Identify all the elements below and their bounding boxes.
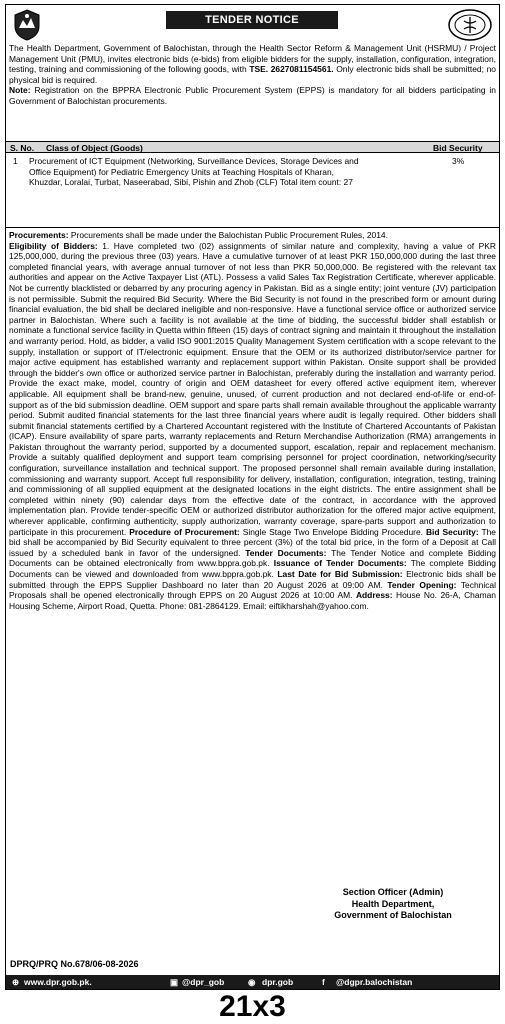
col-object: Class of Object (Goods) bbox=[46, 143, 143, 153]
last-date-label: Last Date for Bid Submission: bbox=[277, 569, 403, 579]
address-label: Address: bbox=[355, 590, 393, 601]
balochistan-govt-logo bbox=[12, 8, 42, 42]
twitter-icon: ▣ bbox=[170, 977, 179, 987]
globe-icon: ⊕ bbox=[12, 977, 20, 987]
procurements-text: Procurements shall be made under the Balochistan Public Procurement Rules, 2014. bbox=[68, 230, 388, 240]
signature-block bbox=[313, 887, 473, 922]
tender-opening-label: Tender Opening: bbox=[387, 579, 457, 590]
health-department-logo bbox=[447, 8, 493, 42]
footer-website[interactable]: www.dpr.gob.pk. bbox=[24, 977, 92, 987]
tse-number: TSE. 2627081154561. bbox=[249, 64, 334, 75]
goods-table bbox=[6, 141, 499, 226]
reference-number: DPRQ/PRQ No.678/06-08-2026 bbox=[10, 959, 139, 969]
intro-paragraph bbox=[6, 43, 499, 107]
procedure-label: Procedure of Procurement: bbox=[129, 526, 240, 537]
tender-documents-text: The Tender Notice and complete Bidding Documents can be obtained electronically from www.bppra.gob.pk. bbox=[9, 547, 496, 569]
signature-title: Section Officer (Admin) bbox=[342, 887, 444, 897]
notice-title: TENDER NOTICE bbox=[166, 11, 338, 29]
col-sno: S. No. bbox=[10, 143, 35, 153]
eligibility-label: Eligibility of Bidders: bbox=[9, 240, 98, 251]
last-date-text: Electronic bids shall be submitted through the EPPS Supplier Dashboard no later than 20 August 2026 at 09:00 AM. bbox=[9, 569, 497, 590]
signature-government: Government of Balochistan bbox=[334, 910, 452, 920]
intro-text-end: Only electronic bids shall be submitted; no physical bid is required. bbox=[9, 64, 496, 85]
signature-department: Health Department, bbox=[351, 898, 435, 909]
footer-bar bbox=[6, 975, 499, 989]
note-text: Registration on the BPPRA Electronic Public Procurement System (EPPS) is mandatory for all bidders participating in Government of Balochistan procurements. bbox=[9, 85, 496, 106]
ad-size-label: 21x3 bbox=[219, 990, 286, 1023]
col-bid-security: Bid Security bbox=[433, 143, 483, 153]
note-label: Note: bbox=[9, 85, 31, 96]
tender-notice-page bbox=[5, 4, 500, 990]
header bbox=[6, 5, 499, 45]
issuance-text: The complete Bidding Documents can be viewed and downloaded from www.bppra.gob.pk. bbox=[9, 558, 496, 579]
tender-documents-label: Tender Documents: bbox=[245, 547, 327, 558]
bid-security-label: Bid Security: bbox=[425, 526, 479, 537]
table-row bbox=[6, 153, 499, 226]
row-sno: 1 bbox=[13, 156, 18, 166]
address-text: House No. 26-A, Chaman Housing Scheme, Airport Road, Quetta. Phone: 081-2864129. Email: eiftikharshah@yahoo.com. bbox=[9, 590, 496, 611]
table-header bbox=[6, 141, 499, 153]
tender-opening-text: Technical Proposals shall be opened electronically through EPPS on 20 August 2026 at 10:00 AM. bbox=[9, 579, 496, 601]
issuance-label: Issuance of Tender Documents: bbox=[273, 558, 407, 569]
facebook-icon: f bbox=[322, 977, 325, 987]
footer-twitter[interactable]: @dpr_gob bbox=[182, 977, 225, 987]
footer-facebook[interactable]: @dgpr.balochistan bbox=[336, 977, 413, 987]
social-icon: ◉ bbox=[248, 977, 256, 987]
bid-security-text: The bid shall be accompanied by Bid Security equivalent to three percent (3%) of the total bid price, in the form of a Deposit at Call issued by a scheduled bank in favor of the undersigned. bbox=[9, 526, 496, 558]
row-object: Procurement of ICT Equipment (Networking, Surveillance Devices, Storage Devices and Office Equipment) for Pediatric Emergency Units at Teaching Hospitals of Kharan, Khuzdar, Loralai, Turbat, Naseerabad, Sibi, Pishin and Zhob (CLF) Total item count: 27 bbox=[29, 156, 359, 188]
footer-social[interactable]: dpr.gob bbox=[262, 977, 294, 987]
intro-text: The Health Department, Government of Balochistan, through the Health Sector Reform & Management Unit (HSRMU) / Project Management Unit (PMU), invites electronic bids (e-bids) from eligible bidders for the supply, installation, configuration, integration, testing, training and commissioning of the following goods, with bbox=[9, 43, 496, 75]
procedure-text: Single Stage Two Envelope Bidding Procedure. bbox=[239, 526, 426, 537]
main-conditions bbox=[6, 227, 499, 611]
procurements-label: Procurements: bbox=[9, 230, 69, 240]
eligibility-text: 1. Have completed two (02) assignments of similar nature and complexity, having a value of PKR 125,000,000, during the previous three (03) years. Have a cumulative turnover of at least PKR 150,000,000 during the last three completed financial years, with average annual turnover of not less than PKR 50,000,000. Be registered with the relevant tax authorities and appear on the Active Taxpayer List (ATL). Possess a valid Sales Tax Registration Certificate, wherever applicable. Not be currently blacklisted or debarred by any procuring agency in Pakistan. Bid as a single entity; joint venture (JV) participation is not permissible. Submit the required Bid Security. Where the Bid Security is not found in the prescribed form or amount during financial evaluation, the bid shall be declared ineligible and non-responsive. Have a functional service office or authorized service partner in Balochistan. Where such a facility is not available at the time of bidding, the successful bidder shall establish or nominate a functional service facility in Quetta within fifteen (15) days of contract signing and maintain it throughout the installation and warranty period. Hold, as bidder, a valid ISO 9001:2015 Quality Management System certification with a scope relevant to the supply, installation or support of IT/electronic equipment. Ensure that the OEM or its authorized distributor/service partner for major active equipment has established warranty and replacement support within Pakistan. Onsite support shall be provided through the bidder's own office or authorized service partner in Balochistan, preferably during the installation and warranty period. Provide the exact make, model, country of origin and OEM datasheet for every offered active equipment item, wherever applicable. All equipment shall be brand-new, genuine, unused, of current production and not declared end-of-life or end-of-support as of the bid submission deadline. OEM support and spare parts shall remain available throughout the applicable warranty period. Submit audited financial statements for the last three financial years where audit is legally required. Other bidders shall submit financial statements certified by a Chartered Accountant registered with the Institute of Chartered Accountants of Pakistan (ICAP). Ensure availability of spare parts, warranty replacements and Return Merchandise Authorization (RMA) arrangements in Pakistan throughout the warranty period, supported by a documented support, escalation, repair and replacement mechanism. Provide a suitably qualified deployment and support team comprising personnel for project coordination, networking/security configuration, surveillance installation and technical support. The proposed personnel shall remain available during installation, commissioning and warranty support. Accept full responsibility for delivery, installation, configuration, integration, testing, training and commissioning of all supplied equipment at the designated locations in the eight districts. The entire assignment shall be completed within ninety (90) calendar days from the effective date of the contract, in accordance with the approved implementation plan. Provide tender-specific OEM or authorized distributor authorization for the offered major active equipment, wherever applicable, confirming authenticity, supply authorization, warranty coverage, spare-parts support and authorization to participate in this procurement. bbox=[9, 240, 496, 537]
row-bid-security: 3% bbox=[452, 156, 465, 166]
